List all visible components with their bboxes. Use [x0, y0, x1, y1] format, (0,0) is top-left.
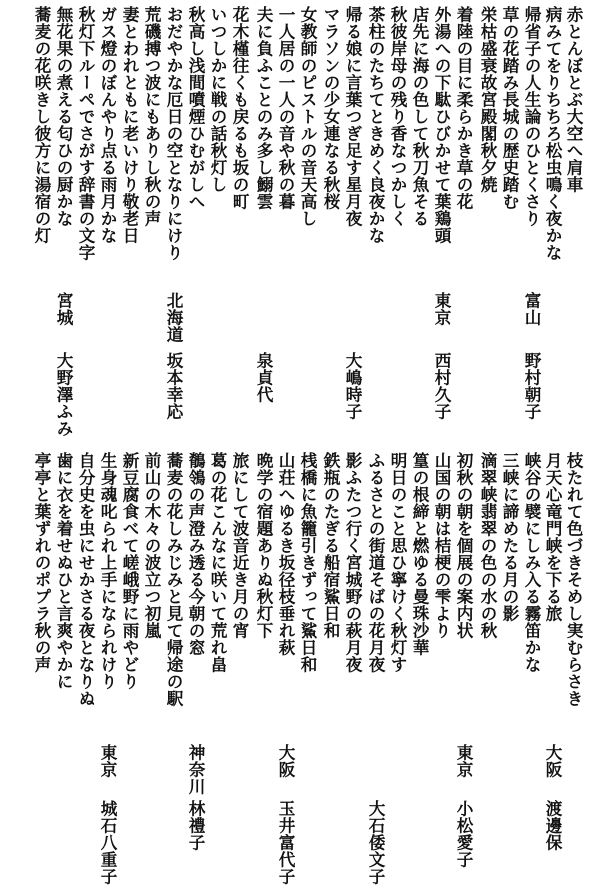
poem-line: ガス燈のぼんやり点る雨月かな [98, 6, 118, 244]
poem-line: 桟橋に魚籠引きずって鯊日和 [298, 452, 318, 673]
poem-line: 店先に海の色して秋刀魚そる [410, 6, 430, 227]
poem-line: 花木槿往くも戻るも坂の町 [230, 6, 250, 210]
poem-line: 鶺鴒の声澄み透る今朝の窓 [186, 452, 206, 656]
author-location: 東京 [98, 744, 118, 778]
author-location: 東京 [432, 292, 452, 326]
author-name: 泉貞代 [254, 352, 274, 403]
poem-line: 峡谷の襞にしみ入る霧笛かな [522, 452, 542, 673]
poem-line: マラソンの少女連なる秋桜 [321, 6, 341, 210]
poem-line: 新豆腐食べて嵯峨野に雨やどり [120, 452, 140, 690]
poem-line: 山国の朝は桔梗の雫より [432, 452, 452, 639]
poem-line: 秋灯下ルーペでさがす辞書の文字 [76, 6, 96, 261]
poem-line: 茶柱のたちてときめく良夜かな [366, 6, 386, 244]
author-name: 林禮子 [186, 800, 206, 851]
author-name: 小松愛子 [454, 800, 474, 868]
poem-line: 無花果の煮える匂ひの厨かな [54, 6, 74, 227]
poem-line: 影ふたつ行く宮城野の萩月夜 [343, 452, 363, 673]
poem-line: 妻とわれともに老いけり敬老日 [120, 6, 140, 244]
author-name: 坂本幸応 [164, 352, 184, 420]
poem-line: 滴翠峡翡翠の色の水の秋 [478, 452, 498, 639]
poem-line: ふるさとの街道そばの花月夜 [366, 452, 386, 673]
poem-line: いつしかに戦の話秋灯し [208, 6, 228, 193]
author-location: 大阪 [276, 744, 296, 778]
author-name: 大野澤ふみ [54, 352, 74, 437]
author-name: 大嶋時子 [343, 352, 363, 420]
author-name: 渡邊保 [543, 800, 563, 851]
poem-line: 枝たれて色づきそめし実むらさき [564, 452, 584, 707]
poem-line: 帰る娘に言葉つぎ足す星月夜 [343, 6, 363, 227]
poem-line: 月天心竜門峡を下る旅 [543, 452, 563, 622]
poem-line: 三峡に諦めたる月の影 [500, 452, 520, 622]
poem-line: 女教師のピストルの音天高し [298, 6, 318, 227]
poem-line: 晩学の宿題ありぬ秋灯下 [254, 452, 274, 639]
poem-line: 帰省子の人生論のひとくさり [522, 6, 542, 227]
poem-line: 旅にして波音近き月の宵 [230, 452, 250, 639]
poem-line: 篁の根締と燃ゆる曼珠沙華 [410, 452, 430, 656]
poem-line: 鉄瓶のたぎる船宿鯊日和 [321, 452, 341, 639]
author-location: 富山 [522, 292, 542, 326]
poem-line: 自分史を虫にせかさる夜となりぬ [76, 452, 96, 707]
poem-line: 初秋の朝を個展の案内状 [454, 452, 474, 639]
poem-line: 一人居の一人の音や秋の暮 [276, 6, 296, 210]
poem-line: 生身魂叱られ上手になられけり [98, 452, 118, 690]
poem-line: 病みてをりちちろ松虫鳴く夜かな [543, 6, 563, 261]
poem-line: 前山の木々の波立つ初嵐 [142, 452, 162, 639]
author-location: 大阪 [543, 744, 563, 778]
poem-line: 荒磯搏つ波にもありし秋の声 [142, 6, 162, 227]
poem-line: 秋彼岸母の残り香なつかしく [388, 6, 408, 227]
poem-line: 栄枯盛衰故宮殿閣秋夕焼 [478, 6, 498, 193]
author-name: 玉井富代子 [276, 800, 296, 885]
poem-line: 山荘へゆるき坂径枝垂れ萩 [276, 452, 296, 656]
author-location: 東京 [454, 744, 474, 778]
author-name: 野村朝子 [522, 352, 542, 420]
poem-line: おだやかな厄日の空となりにけり [164, 6, 184, 261]
author-location: 北海道 [164, 292, 184, 343]
author-name: 大石倭文子 [366, 800, 386, 885]
poem-line: 夫に負ふことのみ多し鰯雲 [254, 6, 274, 210]
poem-line: 蕎麦の花咲きし彼方に湯宿の灯 [32, 6, 52, 244]
author-name: 西村久子 [432, 352, 452, 420]
poem-line: 外湯への下駄ひびかせて葉鶏頭 [432, 6, 452, 244]
poem-line: 着陸の目に柔らかき草の花 [454, 6, 474, 210]
author-name: 城石八重子 [98, 800, 118, 885]
author-location: 宮城 [54, 292, 74, 326]
poem-line: 蕎麦の花しみじみと見て帰途の駅 [164, 452, 184, 707]
author-location: 神奈川 [186, 744, 206, 795]
poem-line: 亭亭と葉ずれのポプラ秋の声 [32, 452, 52, 673]
poem-line: 明日のこと思ひ寧けく秋灯す [388, 452, 408, 673]
poem-line: 歯に衣を着せぬひと言爽やかに [54, 452, 74, 690]
poem-line: 葛の花こんなに咲いて荒れ畠 [208, 452, 228, 673]
poem-line: 秋高し浅間噴煙ひむがしへ [186, 6, 206, 210]
poem-line: 草の花踏み長城の歴史踏む [500, 6, 520, 210]
poem-line: 赤とんぼとぶ大空へ肩車 [564, 6, 584, 193]
